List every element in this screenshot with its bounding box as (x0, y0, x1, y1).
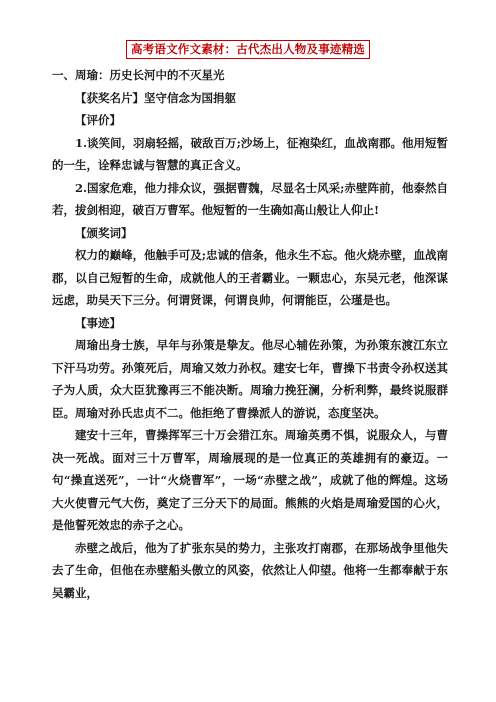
evaluation-label: 【评价】 (75, 113, 121, 127)
document-title: 高考语文作文素材：古代杰出人物及事迹精选 (126, 40, 370, 59)
citation-label: 【颁奖词】 (75, 225, 133, 240)
title-wrapper (0, 38, 496, 59)
deeds-paragraph-3: 赤壁之战后，他为了扩张东吴的势力，主张攻打南郡，在那场战争里他失去了生命，但他在赤壁船头傲立的风姿，依然让人仰望。他将一生都奉献于东吴霸业， (52, 540, 448, 600)
section-heading: 一、周瑜：历史长河中的不灭星光 (52, 68, 225, 82)
deeds-label: 【事迹】 (75, 315, 121, 330)
deeds-paragraph-2: 建安十三年，曹操挥军三十万会猎江东。周瑜英勇不惧，说服众人，与曹决一死战。面对三十万曹军，周瑜展现的是一位真正的英雄拥有的豪迈。一句“操直送死”，一计“火烧曹军”，一场“赤壁之战”，成就了他的辉煌。这场大火使曹元气大伤，奠定了三分天下的局面。熊熊的火焰是周瑜爱国的心火，是他誓死效忠的赤子之心。 (52, 428, 448, 532)
evaluation-paragraph-2: 2.国家危难，他力排众议，强据曹魏，尽显名士风采;赤壁阵前，他泰然自若，拔剑相迎，破百万曹军。他短暂的一生确如高山般让人仰止! (52, 180, 448, 217)
document-body (52, 64, 448, 604)
evaluation-paragraph-1: 1.谈笑间，羽扇轻摇，破敌百万;沙场上，征袍染红，血战南郡。他用短暂的一生，诠释忠诚与智慧的真正含义。 (52, 135, 448, 172)
deeds-paragraph-1: 周瑜出身士族，早年与孙策是挚友。他尽心辅佐孙策，为孙策东渡江东立下汗马功劳。孙策死后，周瑜又效力孙权。建安七年，曹操下书责令孙权送其子为人质，众大臣犹豫再三不能决断。周瑜力挽狂澜，分析利弊，最终说服群臣。周瑜对孙氏忠贞不二。他拒绝了曹操派人的游说，态度坚决。 (52, 338, 448, 420)
citation-paragraph: 权力的巅峰，他触手可及;忠诚的信条，他永生不忘。他火烧赤壁，血战南郡，以自己短暂的生命，成就他人的王者霸业。一颗忠心，东吴元老，他深谋远虑，助吴天下三分。何谓贤课，何谓良帅，何谓能臣，公瑾是也。 (52, 248, 448, 307)
award-line: 【获奖名片】坚守信念为国捐躯 (75, 90, 236, 105)
